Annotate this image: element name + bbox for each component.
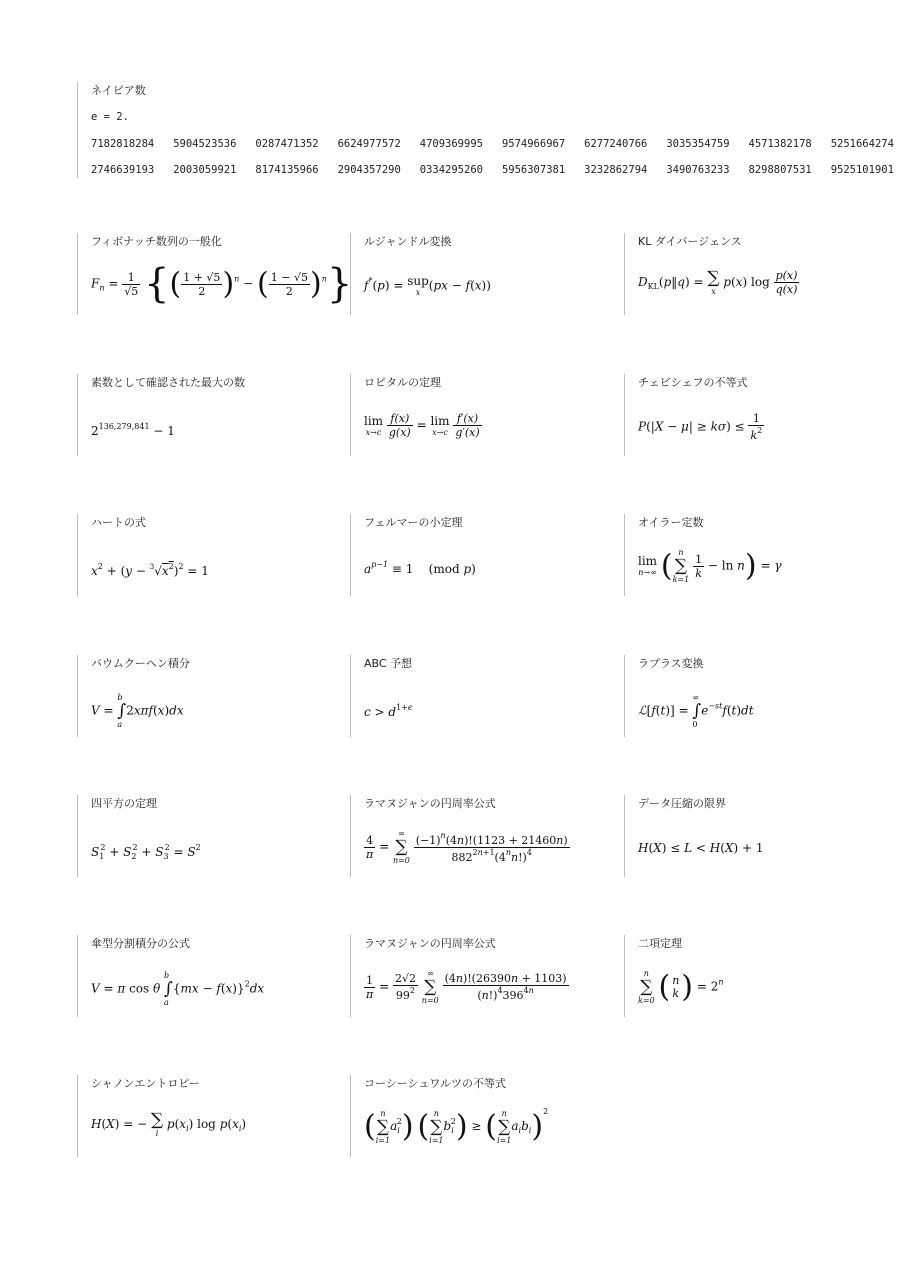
formula-card xyxy=(624,514,844,596)
formula-card xyxy=(350,1075,610,1157)
legendre-formula: f*(p) = sup x (px − f(x)) xyxy=(364,274,491,297)
digit-group: 5904523536 xyxy=(173,138,237,150)
formula-title: チェビシェフの不等式 xyxy=(638,376,748,389)
formula-card xyxy=(77,374,337,456)
formula-title: フェルマーの小定理 xyxy=(364,516,463,529)
umbrella-integral-formula: V = π cos θ b ∫ a{mx − f(x)}$^2$dx xyxy=(91,971,265,1007)
baumkuchen-formula: V = b ∫ a2xπf(x)dx xyxy=(91,693,184,729)
formula-card xyxy=(77,1075,337,1157)
digit-group: 9574966967 xyxy=(501,138,566,150)
digit-group: 7182818284 xyxy=(91,138,155,150)
digit-group: 5251664274 xyxy=(830,138,894,150)
formula-card xyxy=(350,233,610,315)
digit-group: 3490763233 xyxy=(666,164,730,176)
e-prefix: e = 2. xyxy=(91,111,129,123)
formula-card xyxy=(350,795,610,877)
digit-group: 8174135966 xyxy=(255,164,319,176)
napier-title: ネイピア数 xyxy=(91,84,146,97)
compression-bound-formula: H(X) ≤ L < H(X) + 1 xyxy=(638,841,764,855)
digit-group: 2904357290 xyxy=(337,164,401,176)
fibonacci-formula: $F_n$ = $\frac{1}{√5}$ {( $\frac{1 + √5}{2}$ )$^n$ − ( $\frac{1 - √5}{2}$ )$^n$} xyxy=(91,261,353,307)
mersenne-formula: 2$^{136,279,841}$ − 1 xyxy=(91,422,175,438)
euler-constant-formula: lim n→∞ ( n ∑ k=1 $\frac{1}{k}$ − ln n) = γ xyxy=(638,548,782,584)
four-squares-formula: $S_1^2 + S_2^2 + S_3^2 = S^2$ xyxy=(91,843,201,861)
formula-title: ラマヌジャンの円周率公式 xyxy=(364,937,496,950)
formula-card xyxy=(77,514,337,596)
binomial-formula: n ∑ k=0 ( n k ) = $2^n$ xyxy=(638,969,724,1005)
formula-title: コーシーシュワルツの不等式 xyxy=(364,1077,507,1090)
shannon-entropy-formula: H(X) = − ∑ i $p(x_i)$ $\log p(x_i)$ xyxy=(91,1110,247,1138)
digit-group: 2003059921 xyxy=(173,164,237,176)
digit-group: 0287471352 xyxy=(255,138,319,150)
formula-card xyxy=(350,655,610,737)
formula-card xyxy=(624,233,844,315)
formula-title: ラプラス変換 xyxy=(638,657,704,670)
formula-card xyxy=(350,935,610,1017)
digit-group: 4571382178 xyxy=(748,138,812,150)
ramanujan-formula-1: $\frac{4}{\pi}$ = ∞ ∑ n=0 $\frac{(-1)^n(4n)!(1123 + 21460n)}{882^{2n+1}(4^nn!)^4}$ xyxy=(366,829,568,865)
formula-card xyxy=(77,233,353,315)
digit-group: 4709369995 xyxy=(419,138,483,150)
cauchy-schwarz-formula: ( n ∑ $i=1a_i^2$) ( n ∑ $i=1b_i^2$) ≥ ( n ∑ $i=1a_ib_i)^2$ xyxy=(364,1107,549,1145)
formula-title: ラマヌジャンの円周率公式 xyxy=(364,797,496,810)
chebyshev-formula: P(|X − μ| ≥ kσ) ≤ $\frac{1}{k^2}$ xyxy=(638,412,763,442)
digit-group: 3232862794 xyxy=(584,164,648,176)
ramanujan-formula-2: $\frac{1}{\pi}$ = $\frac{2√2}{99^2}$ ∞ ∑ n=0 $\frac{(4n)!(26390n + 1103)}{(n!)^4396^{4n}}$ xyxy=(366,969,567,1005)
formula-card xyxy=(350,374,610,456)
digit-group: 2746639193 xyxy=(91,164,155,176)
formula-title: 四平方の定理 xyxy=(91,797,157,810)
formula-card xyxy=(77,795,337,877)
formula-title: 傘型分割積分の公式 xyxy=(91,937,190,950)
heart-formula: $x^2 + (y - ^3√x^2)^2 = 1$ xyxy=(91,562,209,578)
formula-title: ロピタルの定理 xyxy=(364,376,441,389)
formula-title: シャノンエントロピー xyxy=(91,1077,200,1090)
formula-title: 素数として確認された最大の数 xyxy=(91,376,245,389)
laplace-formula: ℒ[f(t)] = ∞ ∫ $0e^{-st}f(t)dt$ xyxy=(638,693,754,729)
formula-card xyxy=(77,655,337,737)
formula-title: ルジャンドル変換 xyxy=(364,235,452,248)
formula-title: ハートの式 xyxy=(91,516,146,529)
napier-block xyxy=(77,82,894,178)
digit-group: 3035354759 xyxy=(666,138,730,150)
digit-group: 8298807531 xyxy=(748,164,812,176)
formula-card xyxy=(77,935,337,1017)
digit-group: 5956307381 xyxy=(501,164,566,176)
formula-card xyxy=(624,795,844,877)
digit-group: 6624977572 xyxy=(337,138,401,150)
formula-title: ABC 予想 xyxy=(364,657,413,670)
formula-card xyxy=(350,514,610,596)
fermat-formula: $a^{p-1} \equiv 1$ (mod p) xyxy=(364,560,476,576)
formula-card xyxy=(624,655,844,737)
digit-group: 6277240766 xyxy=(584,138,648,150)
formula-title: データ圧縮の限界 xyxy=(638,797,726,810)
digits-row-2 xyxy=(91,164,894,176)
formula-title: KL ダイバージェンス xyxy=(638,235,742,248)
lhopital-formula: lim x→c $\frac{f(x)}{g(x)}$ = lim x→c $\frac{f'(x)}{g'(x)}$ xyxy=(364,412,480,439)
digits-row-1 xyxy=(91,138,894,150)
formula-title: 二項定理 xyxy=(638,937,682,950)
digit-group: 0334295260 xyxy=(419,164,483,176)
formula-title: バウムクーヘン積分 xyxy=(91,657,190,670)
formula-card xyxy=(624,935,844,1017)
formula-title: オイラー定数 xyxy=(638,516,704,529)
digit-group: 9525101901 xyxy=(830,164,894,176)
formula-title: フィボナッチ数列の一般化 xyxy=(91,235,222,248)
formula-card xyxy=(624,374,844,456)
abc-formula: $c > d^{1+\epsilon}$ xyxy=(364,703,413,719)
kl-formula: $D_{KL}(p‖q)$ = ∑ x p(x) log $\frac{p(x)}{q(x)}$ xyxy=(638,268,798,296)
